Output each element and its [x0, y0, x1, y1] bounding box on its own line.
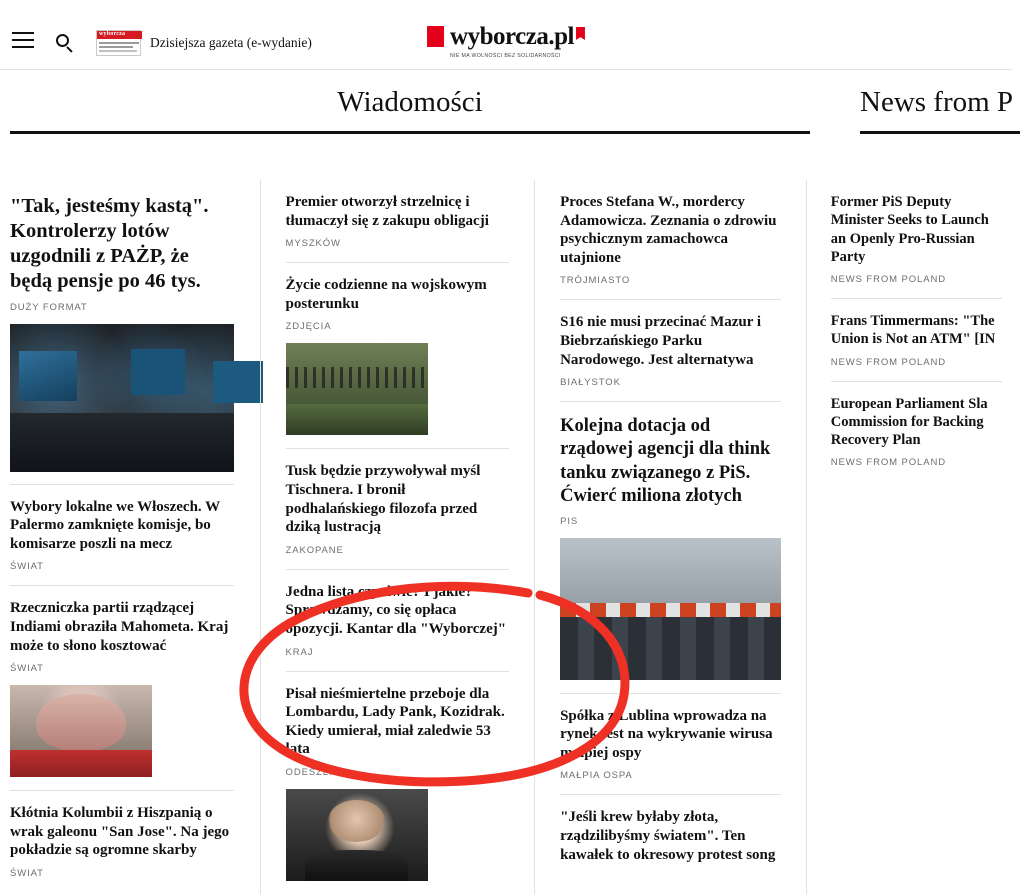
- article-headline[interactable]: Wybory lokalne we Włoszech. W Palermo zamknięte komisje, bo komisarze poszli na mecz: [10, 498, 220, 552]
- article-headline[interactable]: Proces Stefana W., mordercy Adamowicza. Zeznania o zdrowiu psychicznym zamachowca utajnione: [560, 194, 777, 266]
- article-kicker: NEWS FROM POLAND: [830, 457, 946, 469]
- column-divider: [806, 180, 807, 894]
- site-header: [0, 0, 1012, 70]
- column-divider: [534, 180, 535, 894]
- article-image[interactable]: [560, 538, 781, 679]
- article-headline[interactable]: Frans Timmermans: "The Union is Not an ATM" [IN: [830, 313, 996, 348]
- article-kicker: ZAKOPANE: [285, 544, 344, 556]
- column-1: [10, 180, 234, 894]
- article-kicker: NEWS FROM POLAND: [830, 356, 946, 368]
- article-kicker: ŚWIAT: [10, 663, 44, 675]
- epaper-label: Dzisiejsza gazeta (e-wydanie): [150, 35, 312, 50]
- logo-mark-icon: [427, 26, 444, 47]
- lead-article[interactable]: [10, 194, 234, 472]
- lead-article-image[interactable]: [10, 324, 234, 472]
- article-image[interactable]: [286, 343, 428, 435]
- article-headline[interactable]: Kolejna dotacja od rządowej agencji dla think tanku związanego z PiS. Ćwierć miliona złotych: [560, 416, 771, 507]
- list-item[interactable]: [10, 790, 234, 892]
- logo-subtitle: NIE MA WOLNOŚCI BEZ SOLIDARNOŚCI: [450, 53, 561, 59]
- article-kicker: ŚWIAT: [10, 867, 44, 879]
- list-item[interactable]: [560, 300, 781, 402]
- right-section-title: News from P: [860, 86, 1014, 118]
- article-kicker: BIAŁYSTOK: [560, 377, 621, 389]
- list-item[interactable]: [560, 693, 781, 796]
- article-kicker: TRÓJMIASTO: [560, 275, 631, 287]
- article-headline[interactable]: European Parliament Sla Commission for Backing Recovery Plan: [830, 395, 988, 449]
- article-headline[interactable]: Rzeczniczka partii rządzącej Indiami obraziła Mahometa. Kraj może to słono kosztować: [10, 600, 229, 654]
- list-item[interactable]: [286, 180, 510, 263]
- list-item[interactable]: [560, 402, 781, 692]
- list-item[interactable]: [831, 382, 1002, 482]
- article-kicker: ZDJĘCIA: [285, 321, 332, 333]
- list-item[interactable]: [831, 299, 1002, 382]
- lead-kicker: DUŻY FORMAT: [10, 302, 88, 313]
- site-logo[interactable]: [427, 24, 585, 59]
- article-headline[interactable]: Premier otworzył strzelnicę i tłumaczył się z zakupu obligacji: [285, 194, 489, 229]
- content-columns: [0, 180, 1012, 894]
- list-item[interactable]: [10, 484, 234, 587]
- article-headline[interactable]: Former PiS Deputy Minister Seeks to Launch an Openly Pro-Russian Party: [830, 194, 989, 265]
- list-item[interactable]: [286, 570, 510, 672]
- article-kicker: NEWS FROM POLAND: [830, 274, 946, 286]
- article-headline[interactable]: S16 nie musi przecinać Mazur i Biebrzańskiego Parku Narodowego. Jest alternatywa: [560, 314, 762, 368]
- list-item[interactable]: [10, 586, 234, 790]
- article-kicker: MYSZKÓW: [285, 238, 341, 250]
- main-section-header: [10, 70, 810, 134]
- right-section-divider: [860, 131, 1020, 134]
- article-image[interactable]: [10, 685, 152, 777]
- hamburger-icon[interactable]: [12, 32, 34, 48]
- article-image[interactable]: [286, 789, 428, 881]
- list-item[interactable]: [286, 263, 510, 449]
- right-section-header: [860, 70, 1020, 134]
- article-headline[interactable]: Spółka z Lublina wprowadza na rynek test na wykrywanie wirusa małpiej ospy: [560, 707, 773, 761]
- article-headline[interactable]: Tusk będzie przywoływał myśl Tischnera. I bronił podhalańskiego filozofa przed dziką lustracją: [285, 463, 481, 536]
- search-icon[interactable]: [56, 34, 74, 52]
- article-headline[interactable]: "Jeśli krew byłaby złota, rządzilibyśmy światem". Ten kawałek to okresowy protest song: [560, 809, 776, 863]
- article-headline[interactable]: Kłótnia Kolumbii z Hiszpanią o wrak galeonu "San Jose". Na jego pokładzie są ogromne skarby: [10, 805, 230, 859]
- list-item[interactable]: [286, 449, 510, 569]
- article-kicker: ŚWIAT: [10, 561, 44, 573]
- list-item[interactable]: [560, 180, 781, 300]
- page-title: Wiadomości: [337, 86, 483, 118]
- article-kicker: ODESZLI.PL: [285, 766, 350, 778]
- list-item[interactable]: [560, 795, 781, 877]
- article-headline[interactable]: Pisał nieśmiertelne przeboje dla Lombardu, Lady Pank, Kozidrak. Kiedy umierał, miał zaledwie 53 lata: [285, 685, 505, 758]
- list-item[interactable]: [831, 180, 1002, 299]
- logo-flag-icon: [576, 27, 585, 40]
- column-2: [286, 180, 510, 894]
- column-3: [560, 180, 781, 894]
- epaper-masthead-label: wyborcza: [99, 31, 126, 37]
- article-kicker: KRAJ: [285, 646, 314, 658]
- list-item[interactable]: [286, 672, 510, 894]
- article-kicker: MAŁPIA OSPA: [560, 770, 633, 782]
- logo-text: wyborcza.pl: [450, 23, 574, 50]
- column-divider: [260, 180, 261, 894]
- article-kicker: PIS: [560, 516, 579, 528]
- epaper-link[interactable]: [96, 30, 312, 56]
- epaper-thumbnail-icon: [96, 30, 141, 56]
- article-headline[interactable]: Jedna lista czy dwie? I jakie? Sprawdzamy, co się opłaca opozycji. Kantar dla "Wyborczej": [285, 583, 507, 637]
- column-4: [831, 180, 1002, 894]
- lead-headline[interactable]: "Tak, jesteśmy kastą". Kontrolerzy lotów uzgodnili z PAŻP, że będą pensje po 46 tys.: [10, 195, 209, 292]
- article-headline[interactable]: Życie codzienne na wojskowym posterunku: [285, 277, 487, 312]
- section-divider: [10, 131, 810, 134]
